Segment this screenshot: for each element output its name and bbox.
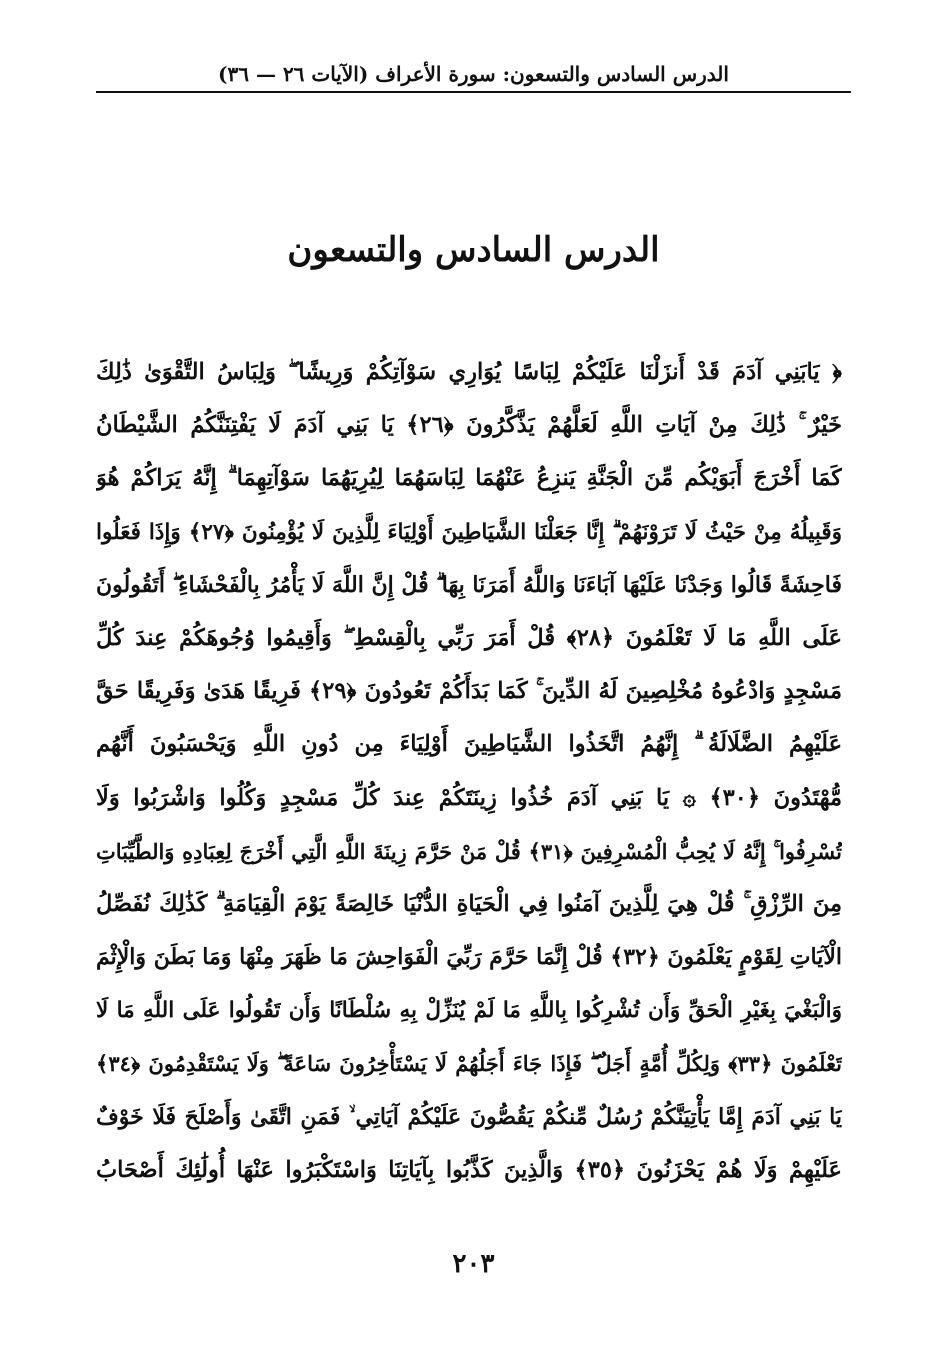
verse-line-14: تَعْلَمُونَ ﴿٣٣﴾ وَلِكُلِّ أُمَّةٍ أَجَلٌ ۖ فَإِذَا جَاءَ أَجَلُهُمْ لَا يَسْتَأْخِرُونَ سَاعَةً ۖ وَلَا يَسْتَقْدِمُونَ ﴿٣٤﴾ (96, 1051, 842, 1077)
verse-line-16: عَلَيْهِمْ وَلَا هُمْ يَحْزَنُونَ ﴿٣٥﴾ وَالَّذِينَ كَذَّبُوا بِآيَاتِنَا وَاسْتَكْبَرُوا عَنْهَا أُولَٰئِكَ أَصْحَابُ (96, 1156, 842, 1183)
verse-line-5: فَاحِشَةً قَالُوا وَجَدْنَا عَلَيْهَا آبَاءَنَا وَاللَّهُ أَمَرَنَا بِهَا ۗ قُلْ إِنَّ اللَّهَ لَا يَأْمُرُ بِالْفَحْشَاءِ ۖ أَتَقُولُونَ (96, 571, 842, 598)
verse-line-7: مَسْجِدٍ وَادْعُوهُ مُخْلِصِينَ لَهُ الدِّينَ ۚ كَمَا بَدَأَكُمْ تَعُودُونَ ﴿٢٩﴾ فَرِيقًا هَدَىٰ وَفَرِيقًا حَقَّ (96, 678, 842, 705)
header-divider (96, 91, 851, 93)
verse-line-9: مُّهْتَدُونَ ﴿٣٠﴾ ۞ يَا بَنِي آدَمَ خُذُوا زِينَتَكُمْ عِندَ كُلِّ مَسْجِدٍ وَكُلُوا وَاشْرَبُوا وَلَا (96, 784, 842, 811)
verse-line-13: وَالْبَغْيَ بِغَيْرِ الْحَقِّ وَأَن تُشْرِكُوا بِاللَّهِ مَا لَمْ يُنَزِّلْ بِهِ سُلْطَانًا وَأَن تَقُولُوا عَلَى اللَّهِ مَا لَا (96, 998, 842, 1024)
verse-line-3: كَمَا أَخْرَجَ أَبَوَيْكُم مِّنَ الْجَنَّةِ يَنزِعُ عَنْهُمَا لِبَاسَهُمَا لِيُرِيَهُمَا سَوْآتِهِمَا ۗ إِنَّهُ يَرَاكُمْ هُوَ (96, 465, 842, 492)
page-number: ٢٠٣ (452, 1249, 495, 1279)
verse-line-10: تُسْرِفُوا ۚ إِنَّهُ لَا يُحِبُّ الْمُسْرِفِينَ ﴿٣١﴾ قُلْ مَنْ حَرَّمَ زِينَةَ اللَّهِ الَّتِي أَخْرَجَ لِعِبَادِهِ وَالطَّيِّبَاتِ (96, 838, 842, 864)
running-header: الدرس السادس والتسعون: سورة الأعراف (الآيات ٢٦ — ٣٦) (218, 62, 729, 86)
verse-line-4: وَقَبِيلُهُ مِنْ حَيْثُ لَا تَرَوْنَهُمْ ۗ إِنَّا جَعَلْنَا الشَّيَاطِينَ أَوْلِيَاءَ لِلَّذِينَ لَا يُؤْمِنُونَ ﴿٢٧﴾ وَإِذَا فَعَلُوا (96, 519, 842, 545)
verse-line-1: ﴿ يَابَنِي آدَمَ قَدْ أَنزَلْنَا عَلَيْكُمْ لِبَاسًا يُوَارِي سَوْآتِكُمْ وَرِيشًا ۖ وَلِبَاسُ التَّقْوَىٰ ذَٰلِكَ (96, 359, 842, 385)
verse-line-11: مِنَ الرِّزْقِ ۚ قُلْ هِيَ لِلَّذِينَ آمَنُوا فِي الْحَيَاةِ الدُّنْيَا خَالِصَةً يَوْمَ الْقِيَامَةِ ۗ كَذَٰلِكَ نُفَصِّلُ (96, 890, 842, 917)
verse-line-12: الْآيَاتِ لِقَوْمٍ يَعْلَمُونَ ﴿٣٢﴾ قُلْ إِنَّمَا حَرَّمَ رَبِّيَ الْفَوَاحِشَ مَا ظَهَرَ مِنْهَا وَمَا بَطَنَ وَالْإِثْمَ (96, 944, 842, 971)
lesson-title: الدرس السادس والتسعون (287, 230, 660, 270)
verse-line-6: عَلَى اللَّهِ مَا لَا تَعْلَمُونَ ﴿٢٨﴾ قُلْ أَمَرَ رَبِّي بِالْقِسْطِ ۖ وَأَقِيمُوا وُجُوهَكُمْ عِندَ كُلِّ (96, 624, 842, 651)
verse-line-15: يَا بَنِي آدَمَ إِمَّا يَأْتِيَنَّكُمْ رُسُلٌ مِّنكُمْ يَقُصُّونَ عَلَيْكُمْ آيَاتِي ۙ فَمَنِ اتَّقَىٰ وَأَصْلَحَ فَلَا خَوْفٌ (96, 1103, 842, 1130)
verse-line-8: عَلَيْهِمُ الضَّلَالَةُ ۗ إِنَّهُمُ اتَّخَذُوا الشَّيَاطِينَ أَوْلِيَاءَ مِن دُونِ اللَّهِ وَيَحْسَبُونَ أَنَّهُم (96, 731, 842, 758)
verse-line-2: خَيْرٌ ۚ ذَٰلِكَ مِنْ آيَاتِ اللَّهِ لَعَلَّهُمْ يَذَّكَّرُونَ ﴿٢٦﴾ يَا بَنِي آدَمَ لَا يَفْتِنَنَّكُمُ الشَّيْطَانُ (96, 412, 842, 439)
verse-text-block (96, 346, 842, 1216)
